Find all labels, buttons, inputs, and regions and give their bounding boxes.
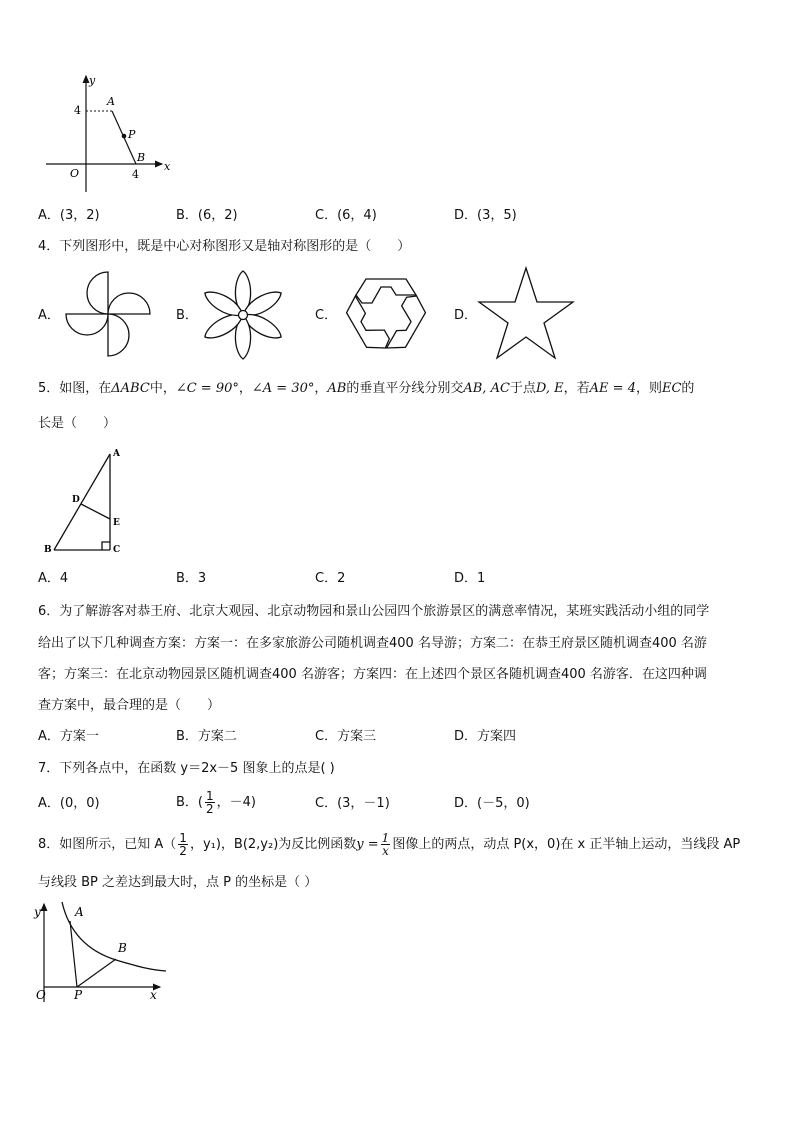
q8-inverse-function-figure [32, 898, 172, 1006]
y-label: y [89, 74, 96, 87]
tick-four-y: 4 [74, 104, 81, 117]
q5-triangle-figure [38, 446, 138, 558]
q4-label-b[interactable]: B． [176, 308, 198, 323]
q7-frac-num: 1 [206, 789, 214, 803]
label-p: P [128, 128, 136, 141]
q5-text-b: 中， [149, 381, 176, 396]
label-b: B [137, 151, 146, 164]
q5-option-b[interactable]: B．3 [176, 571, 207, 586]
label-b: B [44, 545, 52, 555]
q5-text-e: ，若 [563, 381, 590, 396]
q5-angle-a: ∠A = 30° [251, 381, 315, 396]
q7-option-d[interactable]: D．(－5，0) [454, 796, 530, 811]
q6-line-1: 6．为了解游客对恭王府、北京大观园、北京动物园和景山公园四个旅游景区的满意率情况，某班实践活动小组的同学 [38, 604, 710, 619]
q4-label-c[interactable]: C． [315, 308, 338, 323]
q8-func-den: x [382, 844, 389, 858]
q5-ab: AB [327, 381, 347, 396]
q3-coordinate-figure [40, 70, 180, 198]
origin-label: O [36, 988, 46, 1002]
q6-line-2: 给出了以下几种调查方案：方案一：在多家旅游公司随机调查400 名导游；方案二：在恭王府景区随机调查400 名游 [38, 636, 707, 651]
q7-frac-den: 2 [206, 802, 214, 816]
q5-ec: EC [661, 381, 682, 396]
q8-stem-line1 [38, 829, 740, 861]
pinwheel-figure [60, 266, 160, 364]
q5-stem-line1: 5．如图，在ΔABC中，∠C = 90°，∠A = 30°，AB的垂直平分线分别交AB, AC于点D, E，若AE = 4，则EC的 [38, 381, 695, 396]
q8-func-num: 1 [381, 831, 390, 845]
q7-option-a[interactable]: A．(0，0) [38, 796, 100, 811]
q5-option-c[interactable]: C．2 [315, 571, 346, 586]
q5-text-c: 的垂直平分线分别交 [346, 381, 464, 396]
q7-option-b-tail: ，－4) [216, 795, 256, 810]
q5-text-f: ，则 [635, 381, 662, 396]
q8-frac-den: 2 [179, 844, 187, 858]
q3-option-c[interactable]: C．(6，4) [315, 208, 377, 223]
q5-triangle: ΔABC [111, 381, 150, 396]
star-figure [474, 264, 578, 364]
q6-option-d[interactable]: D．方案四 [454, 729, 517, 744]
label-b: B [118, 941, 127, 955]
q8-text-a: 8．如图所示，已知 A（ [38, 837, 177, 852]
q8-text-b: ，y₁)，B(2,y₂)为反比例函数 [189, 837, 357, 852]
q5-ab-ac: AB, AC [463, 381, 510, 396]
label-a: A [107, 95, 115, 108]
q6-line-3: 客；方案三：在北京动物园景区随机调查400 名游客；方案四：在上述四个景区各随机调查400 名游客．在这四种调 [38, 667, 707, 682]
q8-frac-num: 1 [179, 831, 187, 845]
segment-bp [77, 959, 116, 987]
point-p [122, 134, 127, 139]
q5-text-a: 5．如图，在 [38, 381, 112, 396]
label-p: P [74, 988, 83, 1002]
q5-angle-c: ∠C = 90° [175, 381, 239, 396]
q7-stem: 7．下列各点中，在函数 y＝2x－5 图象上的点是( ) [38, 761, 335, 776]
q6-line-4: 查方案中，最合理的是（ ） [38, 698, 221, 713]
q3-option-d[interactable]: D．(3，5) [454, 208, 517, 223]
q5-de: D, E [535, 381, 564, 396]
q7-fraction [205, 790, 215, 815]
y-label: y [34, 905, 41, 919]
q5-text-g: 的 [681, 381, 695, 396]
tick-four-x: 4 [132, 168, 139, 181]
label-d: D [72, 495, 80, 505]
q6-option-a[interactable]: A．方案一 [38, 729, 99, 744]
q6-option-c[interactable]: C．方案三 [315, 729, 377, 744]
label-a: A [75, 905, 84, 919]
q5-stem-line2: 长是（ ） [38, 416, 117, 431]
segment-ap [70, 921, 77, 987]
q5-option-a[interactable]: A．4 [38, 571, 69, 586]
q4-label-d[interactable]: D． [454, 308, 478, 323]
label-e: E [113, 518, 120, 528]
label-a: A [113, 449, 120, 459]
q5-ae: AE = 4 [589, 381, 636, 396]
q7-option-b-head: B．( [176, 795, 203, 810]
q3-option-b[interactable]: B．(6，2) [176, 208, 238, 223]
recycle-hexagon-figure [336, 266, 436, 358]
q8-fraction-func [381, 832, 391, 857]
q6-option-b[interactable]: B．方案二 [176, 729, 237, 744]
x-label: x [164, 160, 171, 173]
q7-option-b[interactable] [176, 787, 256, 819]
q4-label-a[interactable]: A． [38, 308, 60, 323]
q8-text-c: 图像上的两点，动点 P(x，0)在 x 正半轴上运动，当线段 AP [392, 837, 741, 852]
label-c: C [113, 545, 121, 555]
q3-option-a[interactable]: A．(3，2) [38, 208, 100, 223]
q4-stem: 4．下列图形中，既是中心对称图形又是轴对称图形的是（ ） [38, 239, 411, 254]
q5-option-d[interactable]: D．1 [454, 571, 486, 586]
q8-stem-line2: 与线段 BP 之差达到最大时，点 P 的坐标是（ ） [38, 875, 318, 890]
q8-fraction-half [178, 832, 188, 857]
origin-label: O [70, 167, 80, 180]
flower-figure [197, 266, 289, 364]
q7-option-c[interactable]: C．(3，－1) [315, 796, 390, 811]
q8-func-y: y = [356, 837, 379, 852]
x-label: x [150, 988, 157, 1002]
q5-text-d: 于点 [509, 381, 536, 396]
